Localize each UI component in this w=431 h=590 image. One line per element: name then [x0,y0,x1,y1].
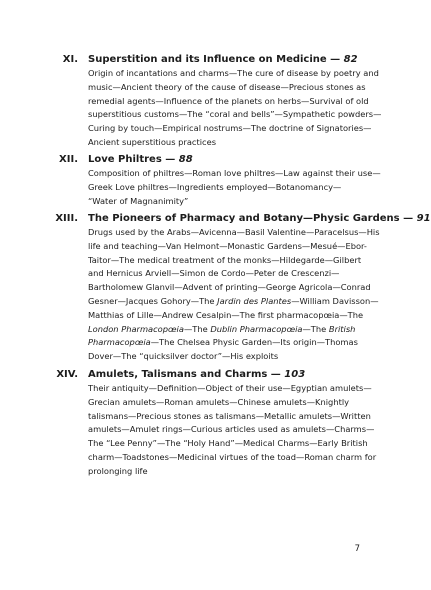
chapter-number: XII. [59,154,78,165]
chapter-summary [88,226,388,364]
chapter-page-number: 91 [416,213,431,224]
chapter-summary [88,67,388,150]
summary-line: Drugs used by the Arabs—Avicenna—Basil Valentine—Paracelsus—His [88,227,380,237]
chapter-title-line: Amulets, Talismans and Charms — 103 [88,369,306,380]
summary-line: The “Lee Penny”—The “Holy Hand”—Medical Charms—Early British [88,438,368,449]
chapter-title: Amulets, Talismans and Charms [88,369,268,380]
summary-line: amulets—Amulet rings—Curious articles used as amulets—Charms— [88,424,375,435]
summary-line: Pharmacopœia—The Chelsea Physic Garden—Its origin—Thomas [88,337,358,348]
chapter-number: XIII. [55,213,78,224]
chapter-title-line: The Pioneers of Pharmacy and Botany—Physic Gardens — 91 [88,213,431,224]
chapter-number: XIV. [56,369,78,380]
chapter-page-number: 88 [178,154,193,165]
summary-line: Their antiquity—Definition—Object of their use—Egyptian amulets— [88,383,372,393]
chapter-summary [88,167,388,208]
summary-line: remedial agents—Influence of the planets on herbs—Survival of old [88,95,369,106]
summary-line: “Water of Magnanimity” [88,195,189,206]
summary-line: Dover—The “quicksilver doctor”—His exploits [88,351,279,362]
chapter-title: Love Philtres [88,154,162,165]
summary-line: talismans—Precious stones as talismans—Metallic amulets—Written [88,410,371,421]
chapter-title: The Pioneers of Pharmacy and Botany—Physic Gardens [88,213,400,224]
chapter-page-number: 103 [284,369,306,380]
chapter-title-line: Love Philtres — 88 [88,154,193,165]
summary-line: Origin of incantations and charms—The cure of disease by poetry and [88,68,379,78]
summary-line: music—Ancient theory of the cause of disease—Precious stones as [88,81,366,92]
page-number: 7 [354,544,360,554]
summary-line: Grecian amulets—Roman amulets—Chinese amulets—Knightly [88,396,350,407]
chapter-page-number: 82 [343,54,358,65]
summary-line: London Pharmacopœia—The Dublin Pharmacopœia—The British [88,323,356,334]
summary-line: Composition of philtres—Roman love philtres—Law against their use— [88,168,381,178]
summary-line: Gesner—Jacques Gohory—The Jardin des Plantes—William Davisson— [88,295,379,306]
summary-line: charm—Toadstones—Medicinal virtues of the toad—Roman charm for [88,451,377,462]
summary-line: superstitious customs—The “coral and bells”—Sympathetic powders— [88,109,382,120]
summary-line: Bartholomew Glanvil—Advent of printing—George Agricola—Conrad [88,282,371,293]
summary-line: Ancient superstitious practices [88,136,217,147]
chapter-title: Superstition and its Influence on Medicine [88,54,327,65]
summary-line: Matthias of Lille—Andrew Cesalpin—The first pharmacopœia—The [88,309,364,320]
summary-line: Taitor—The medical treatment of the monks—Hildegarde—Gilbert [88,254,362,265]
summary-line: and Hernicus Arviell—Simon de Cordo—Peter de Crescenzi— [88,268,340,279]
summary-line: Curing by touch—Empirical nostrums—The doctrine of Signatories— [88,123,372,134]
summary-line: Greek Love philtres—Ingredients employed—Botanomancy— [88,181,342,192]
summary-line: prolonging life [88,465,148,476]
chapter-title-line: Superstition and its Influence on Medicine — 82 [88,54,358,65]
summary-line: life and teaching—Van Helmont—Monastic Gardens—Mesué—Ebor- [88,240,367,251]
chapter-number: XI. [62,54,78,65]
chapter-summary [88,382,388,479]
